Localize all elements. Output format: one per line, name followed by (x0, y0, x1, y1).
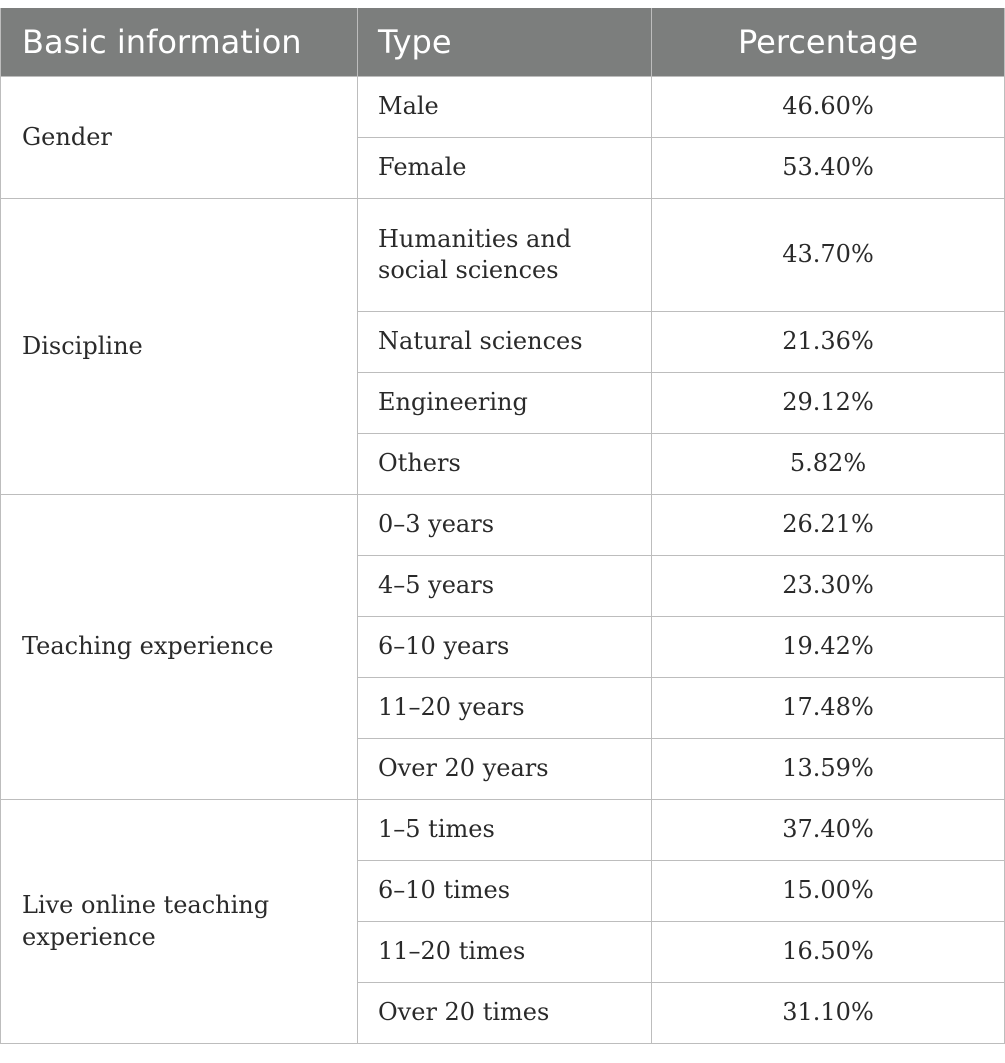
header-row (1, 8, 1005, 77)
group-label-live-online-teaching-experience: Live online teaching experience (1, 800, 358, 1044)
type-cell: 1–5 times (358, 800, 652, 861)
type-cell: 0–3 years (358, 495, 652, 556)
type-cell: Others (358, 434, 652, 495)
type-cell: 4–5 years (358, 556, 652, 617)
type-cell: 11–20 years (358, 678, 652, 739)
table-row (1, 199, 1005, 312)
type-cell: Female (358, 138, 652, 199)
type-cell: Over 20 times (358, 983, 652, 1044)
percentage-cell: 15.00% (652, 861, 1005, 922)
percentage-cell: 19.42% (652, 617, 1005, 678)
type-cell: 6–10 years (358, 617, 652, 678)
percentage-cell: 43.70% (652, 199, 1005, 312)
type-cell: Engineering (358, 373, 652, 434)
header-percentage: Percentage (652, 8, 1005, 77)
percentage-cell: 16.50% (652, 922, 1005, 983)
percentage-cell: 31.10% (652, 983, 1005, 1044)
table-row (1, 800, 1005, 861)
type-cell: 6–10 times (358, 861, 652, 922)
demographics-table-container (0, 8, 1005, 1044)
group-label-gender: Gender (1, 77, 358, 199)
percentage-cell: 53.40% (652, 138, 1005, 199)
header-basic-information: Basic information (1, 8, 358, 77)
demographics-table (0, 8, 1005, 1044)
table-row (1, 495, 1005, 556)
percentage-cell: 5.82% (652, 434, 1005, 495)
type-cell: 11–20 times (358, 922, 652, 983)
type-cell: Natural sciences (358, 312, 652, 373)
type-cell: Humanities and social sciences (358, 199, 652, 312)
percentage-cell: 13.59% (652, 739, 1005, 800)
percentage-cell: 29.12% (652, 373, 1005, 434)
percentage-cell: 23.30% (652, 556, 1005, 617)
percentage-cell: 37.40% (652, 800, 1005, 861)
table-row (1, 77, 1005, 138)
group-label-discipline: Discipline (1, 199, 358, 495)
type-cell: Male (358, 77, 652, 138)
header-type: Type (358, 8, 652, 77)
percentage-cell: 17.48% (652, 678, 1005, 739)
percentage-cell: 26.21% (652, 495, 1005, 556)
percentage-cell: 21.36% (652, 312, 1005, 373)
type-cell: Over 20 years (358, 739, 652, 800)
percentage-cell: 46.60% (652, 77, 1005, 138)
group-label-teaching-experience: Teaching experience (1, 495, 358, 800)
